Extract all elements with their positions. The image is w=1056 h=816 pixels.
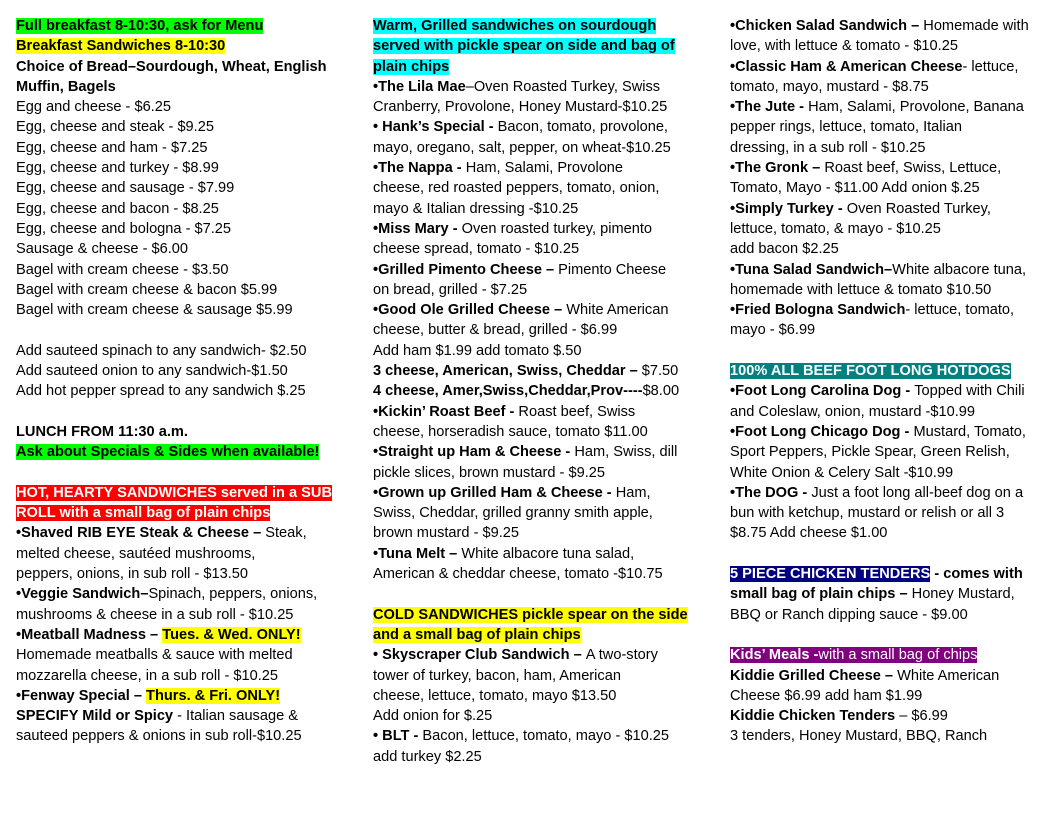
menu-text: Ham, — [615, 484, 651, 501]
menu-line — [16, 381, 336, 401]
menu-text: Oven roasted turkey, pimento — [461, 220, 653, 237]
menu-line — [16, 57, 336, 77]
menu-text: •Miss Mary - — [373, 220, 462, 237]
menu-text: $8.75 Add cheese $1.00 — [730, 525, 888, 542]
menu-text: White albacore tuna, — [892, 261, 1027, 278]
menu-line — [730, 117, 1042, 137]
menu-line — [373, 36, 693, 56]
menu-line — [730, 361, 1042, 381]
menu-line — [16, 361, 336, 381]
menu-text: Just a foot long all-beef dog on a — [811, 484, 1024, 501]
menu-line — [373, 706, 693, 726]
menu-text: •Grilled Pimento Cheese – — [373, 261, 559, 278]
menu-text: pepper rings, lettuce, tomato, Italian — [730, 119, 963, 136]
menu-text: •Foot Long Chicago Dog - — [730, 423, 914, 440]
menu-line — [730, 584, 1042, 604]
menu-text: •The Gronk – — [730, 160, 825, 177]
menu-line — [16, 422, 336, 442]
menu-text: •Foot Long Carolina Dog - — [730, 383, 915, 400]
menu-text: pickle slices, brown mustard - $9.25 — [373, 464, 605, 481]
menu-line — [16, 300, 336, 320]
menu-line — [730, 402, 1042, 422]
menu-line — [16, 280, 336, 300]
menu-line — [373, 544, 693, 564]
menu-line — [730, 381, 1042, 401]
menu-text: Egg, cheese and bologna - $7.25 — [16, 220, 232, 237]
menu-text: •The Jute - — [730, 99, 809, 116]
highlighted-text: with a small bag of chips — [818, 647, 978, 664]
menu-line — [16, 341, 336, 361]
menu-text: mayo, oregano, salt, pepper, on wheat-$10.25 — [373, 139, 671, 156]
menu-text: Cheese $6.99 add ham $1.99 — [730, 687, 923, 704]
menu-line — [373, 686, 693, 706]
menu-text: • Hank’s Special - — [373, 119, 498, 136]
menu-text: •Tuna Salad Sandwich– — [730, 261, 893, 278]
menu-text: Ham, Swiss, dill — [574, 444, 678, 461]
menu-line — [373, 341, 693, 361]
menu-line — [730, 544, 1042, 564]
menu-line — [730, 645, 1042, 665]
highlighted-text: Ask about Specials & Sides when available! — [16, 444, 320, 461]
menu-line — [16, 544, 336, 564]
menu-text: Bagel with cream cheese & sausage $5.99 — [16, 302, 293, 319]
menu-line — [373, 402, 693, 422]
highlighted-text: HOT, HEARTY SANDWICHES served in a SUB — [16, 484, 332, 501]
menu-text: - comes with — [930, 566, 1023, 583]
menu-text: cheese, butter & bread, grilled - $6.99 — [373, 322, 618, 339]
menu-text: melted cheese, sautéed mushrooms, — [16, 545, 256, 562]
menu-line — [730, 178, 1042, 198]
menu-text: •Classic Ham & American Cheese — [730, 58, 963, 75]
menu-line — [373, 503, 693, 523]
menu-text: Add ham $1.99 add tomato $.50 — [373, 342, 582, 359]
menu-text: Kiddie Chicken Tenders — [730, 708, 896, 725]
menu-text: Kiddie Grilled Cheese – — [730, 667, 898, 684]
menu-text: –Oven Roasted Turkey, Swiss — [465, 78, 661, 95]
menu-line — [16, 97, 336, 117]
menu-text: •Grown up Grilled Ham & Cheese - — [373, 484, 616, 501]
menu-text: Swiss, Cheddar, grilled granny smith apple, — [373, 505, 653, 522]
menu-line — [16, 77, 336, 97]
menu-line — [730, 36, 1042, 56]
menu-line — [730, 260, 1042, 280]
menu-text: Add sauteed onion to any sandwich-$1.50 — [16, 363, 288, 380]
menu-line — [373, 483, 693, 503]
menu-line — [16, 117, 336, 137]
menu-line — [730, 523, 1042, 543]
menu-text: American & cheddar cheese, tomato -$10.75 — [373, 566, 663, 583]
menu-text: Egg, cheese and turkey - $8.99 — [16, 160, 219, 177]
menu-line — [16, 645, 336, 665]
menu-text: SPECIFY Mild or Spicy — [16, 708, 174, 725]
menu-text: Bagel with cream cheese & bacon $5.99 — [16, 281, 278, 298]
menu-text: cheese spread, tomato - $10.25 — [373, 241, 580, 258]
menu-text: •The Nappa - — [373, 160, 466, 177]
menu-text: Bacon, tomato, provolone, — [497, 119, 668, 136]
menu-line — [730, 564, 1042, 584]
menu-text: •Meatball Madness – — [16, 626, 163, 643]
menu-line — [373, 361, 693, 381]
menu-text: Ham, Salami, Provolone, Banana — [808, 99, 1024, 116]
highlighted-text: Breakfast Sandwiches 8-10:30 — [16, 38, 226, 55]
menu-text: Spinach, peppers, onions, — [148, 586, 318, 603]
menu-line — [373, 523, 693, 543]
menu-column-left — [16, 16, 336, 747]
menu-line — [730, 320, 1042, 340]
menu-line — [16, 158, 336, 178]
menu-text: – $6.99 — [895, 708, 948, 725]
menu-text: BBQ or Ranch dipping sauce - $9.00 — [730, 606, 968, 623]
menu-text: LUNCH FROM 11:30 a.m. — [16, 423, 188, 440]
menu-line — [373, 260, 693, 280]
menu-text: Tomato, Mayo - $11.00 Add onion $.25 — [730, 180, 980, 197]
menu-line — [730, 199, 1042, 219]
menu-text: Egg, cheese and sausage - $7.99 — [16, 180, 235, 197]
menu-line — [16, 442, 336, 462]
highlighted-text: Thurs. & Fri. ONLY! — [146, 687, 281, 704]
menu-line — [730, 16, 1042, 36]
menu-text: love, with lettuce & tomato - $10.25 — [730, 38, 958, 55]
menu-line — [730, 280, 1042, 300]
menu-text: Add onion for $.25 — [373, 708, 493, 725]
menu-line — [16, 178, 336, 198]
menu-line — [373, 16, 693, 36]
menu-line — [16, 605, 336, 625]
menu-text: Sport Peppers, Pickle Spear, Green Relish, — [730, 444, 1010, 461]
menu-text: •Chicken Salad Sandwich – — [730, 18, 924, 34]
menu-line — [373, 178, 693, 198]
menu-text: small bag of plain chips – — [730, 586, 912, 603]
menu-line — [730, 239, 1042, 259]
menu-text: 3 tenders, Honey Mustard, BBQ, Ranch — [730, 728, 988, 745]
menu-text: Honey Mustard, — [911, 586, 1015, 603]
menu-text: A two-story — [585, 647, 658, 664]
menu-line — [373, 584, 693, 604]
menu-line — [16, 219, 336, 239]
menu-column-right — [730, 16, 1042, 747]
menu-text: and Coleslaw, onion, mustard -$10.99 — [730, 403, 976, 420]
menu-text: Cranberry, Provolone, Honey Mustard-$10.25 — [373, 99, 668, 116]
menu-line — [373, 280, 693, 300]
highlighted-text: 5 PIECE CHICKEN TENDERS — [730, 566, 931, 583]
menu-line — [373, 747, 693, 767]
menu-line — [373, 57, 693, 77]
menu-text: Egg, cheese and steak - $9.25 — [16, 119, 214, 136]
highlighted-text: 100% ALL BEEF FOOT LONG HOTDOGS — [730, 363, 1011, 380]
menu-text: Mustard, Tomato, — [913, 423, 1026, 440]
menu-line — [373, 199, 693, 219]
menu-text: Egg and cheese - $6.25 — [16, 99, 171, 116]
menu-line — [730, 605, 1042, 625]
menu-text: Egg, cheese and bacon - $8.25 — [16, 200, 219, 217]
menu-text: •Tuna Melt – — [373, 545, 462, 562]
menu-text: - Italian sausage & — [173, 708, 298, 725]
menu-line — [730, 706, 1042, 726]
menu-line — [373, 442, 693, 462]
menu-column-middle — [373, 16, 693, 767]
menu-line — [373, 320, 693, 340]
menu-text: Add hot pepper spread to any sandwich $.25 — [16, 383, 306, 400]
menu-text: homemade with lettuce & tomato $10.50 — [730, 281, 992, 298]
menu-text: sauteed peppers & onions in sub roll-$10.25 — [16, 728, 302, 745]
menu-line — [730, 341, 1042, 361]
menu-text: Pimento Cheese — [558, 261, 667, 278]
menu-line — [373, 239, 693, 259]
menu-line — [16, 706, 336, 726]
menu-line — [16, 584, 336, 604]
menu-text: Ham, Salami, Provolone — [465, 160, 624, 177]
menu-line — [730, 57, 1042, 77]
menu-text: Bacon, lettuce, tomato, mayo - $10.25 — [422, 728, 670, 745]
menu-line — [373, 463, 693, 483]
menu-line — [16, 199, 336, 219]
menu-line — [373, 605, 693, 625]
menu-line — [373, 219, 693, 239]
menu-line — [730, 219, 1042, 239]
menu-text: bun with ketchup, mustard or relish or all 3 — [730, 505, 1005, 522]
menu-line — [373, 97, 693, 117]
menu-text: • BLT - — [373, 728, 423, 745]
menu-line — [16, 463, 336, 483]
highlighted-text: Kids’ Meals - — [730, 647, 819, 664]
menu-text: •Simply Turkey - — [730, 200, 847, 217]
highlighted-text: and a small bag of plain chips — [373, 626, 581, 643]
menu-line — [16, 503, 336, 523]
menu-line — [730, 625, 1042, 645]
menu-line — [16, 260, 336, 280]
menu-line — [16, 138, 336, 158]
menu-text: dressing, in a sub roll - $10.25 — [730, 139, 926, 156]
menu-line — [373, 666, 693, 686]
menu-line — [730, 442, 1042, 462]
menu-text: brown mustard - $9.25 — [373, 525, 520, 542]
menu-line — [16, 402, 336, 422]
menu-text: Egg, cheese and ham - $7.25 — [16, 139, 208, 156]
menu-text: Sausage & cheese - $6.00 — [16, 241, 189, 258]
menu-line — [730, 138, 1042, 158]
menu-line — [730, 463, 1042, 483]
menu-text: tower of turkey, bacon, ham, American — [373, 667, 621, 684]
menu-text: Muffin, Bagels — [16, 78, 116, 95]
highlighted-text: ROLL with a small bag of plain chips — [16, 505, 271, 522]
menu-text: 3 cheese, American, Swiss, Cheddar – — [373, 363, 642, 380]
menu-line — [16, 239, 336, 259]
menu-line — [730, 666, 1042, 686]
menu-text: Steak, — [265, 525, 307, 542]
menu-text: Add sauteed spinach to any sandwich- $2.50 — [16, 342, 307, 359]
menu-text: - lettuce, — [962, 58, 1019, 75]
highlighted-text: served with pickle spear on side and bag of — [373, 38, 675, 55]
menu-line — [730, 483, 1042, 503]
menu-line — [373, 158, 693, 178]
menu-text: Roast beef, Swiss, Lettuce, — [824, 160, 1002, 177]
menu-line — [730, 158, 1042, 178]
menu-text: Topped with Chili — [914, 383, 1025, 400]
menu-line — [373, 645, 693, 665]
menu-line — [16, 726, 336, 746]
menu-text: add bacon $2.25 — [730, 241, 839, 258]
menu-line — [373, 564, 693, 584]
highlighted-text: Tues. & Wed. ONLY! — [162, 626, 301, 643]
menu-text: Homemade meatballs & sauce with melted — [16, 647, 293, 664]
menu-line — [730, 77, 1042, 97]
menu-text: •Shaved RIB EYE Steak & Cheese – — [16, 525, 266, 542]
menu-line — [730, 686, 1042, 706]
menu-line — [730, 726, 1042, 746]
menu-line — [373, 726, 693, 746]
menu-line — [373, 381, 693, 401]
menu-line — [730, 97, 1042, 117]
menu-text: •Veggie Sandwich– — [16, 586, 149, 603]
menu-line — [373, 422, 693, 442]
menu-text: lettuce, tomato, & mayo - $10.25 — [730, 220, 941, 237]
menu-text: mayo & Italian dressing -$10.25 — [373, 200, 579, 217]
menu-text: •The Lila Mae — [373, 78, 466, 95]
menu-line — [16, 16, 336, 36]
menu-text: on bread, grilled - $7.25 — [373, 281, 528, 298]
menu-line — [730, 503, 1042, 523]
menu-text: •Straight up Ham & Cheese - — [373, 444, 575, 461]
menu-text: White albacore tuna salad, — [461, 545, 635, 562]
highlighted-text: Full breakfast 8-10:30, ask for Menu — [16, 18, 264, 34]
menu-text: cheese, horseradish sauce, tomato $11.00 — [373, 423, 648, 440]
menu-text: White American — [897, 667, 1000, 684]
menu-line — [730, 300, 1042, 320]
menu-text: - lettuce, tomato, — [905, 302, 1015, 319]
menu-text: tomato, mayo, mustard - $8.75 — [730, 78, 929, 95]
menu-line — [16, 666, 336, 686]
highlighted-text: COLD SANDWICHES pickle spear on the side — [373, 606, 688, 623]
menu-text: cheese, lettuce, tomato, mayo $13.50 — [373, 687, 617, 704]
menu-text: Choice of Bread–Sourdough, Wheat, English — [16, 58, 327, 75]
menu-text: •Kickin’ Roast Beef - — [373, 403, 519, 420]
menu-text: Roast beef, Swiss — [518, 403, 636, 420]
menu-text: $7.50 — [641, 363, 679, 380]
menu-text: add turkey $2.25 — [373, 748, 482, 765]
highlighted-text: Warm, Grilled sandwiches on sourdough — [373, 18, 657, 34]
menu-text: White Onion & Celery Salt -$10.99 — [730, 464, 954, 481]
menu-text: Bagel with cream cheese - $3.50 — [16, 261, 229, 278]
menu-line — [16, 483, 336, 503]
menu-text: $8.00 — [642, 383, 680, 400]
menu-text: Oven Roasted Turkey, — [846, 200, 991, 217]
menu-text: •Fried Bologna Sandwich — [730, 302, 906, 319]
menu-text: peppers, onions, in sub roll - $13.50 — [16, 566, 249, 583]
menu-line — [373, 625, 693, 645]
menu-text: cheese, red roasted peppers, tomato, onion, — [373, 180, 660, 197]
menu-text: •Fenway Special – — [16, 687, 147, 704]
menu-line — [730, 422, 1042, 442]
menu-text: • Skyscraper Club Sandwich – — [373, 647, 586, 664]
menu-line — [16, 523, 336, 543]
menu-line — [373, 117, 693, 137]
menu-line — [373, 300, 693, 320]
menu-line — [373, 77, 693, 97]
menu-line — [373, 138, 693, 158]
menu-text: •Good Ole Grilled Cheese – — [373, 302, 567, 319]
menu-text: mozzarella cheese, in a sub roll - $10.25 — [16, 667, 279, 684]
menu-text: mayo - $6.99 — [730, 322, 816, 339]
menu-text: 4 cheese, Amer,Swiss,Cheddar,Prov---- — [373, 383, 643, 400]
menu-text: mushrooms & cheese in a sub roll - $10.25 — [16, 606, 294, 623]
menu-line — [16, 686, 336, 706]
menu-text: •The DOG - — [730, 484, 812, 501]
highlighted-text: plain chips — [373, 58, 450, 75]
menu-text: White American — [566, 302, 669, 319]
menu-text: Homemade with — [923, 18, 1029, 34]
menu-line — [16, 320, 336, 340]
menu-line — [16, 625, 336, 645]
menu-line — [16, 564, 336, 584]
menu-line — [16, 36, 336, 56]
